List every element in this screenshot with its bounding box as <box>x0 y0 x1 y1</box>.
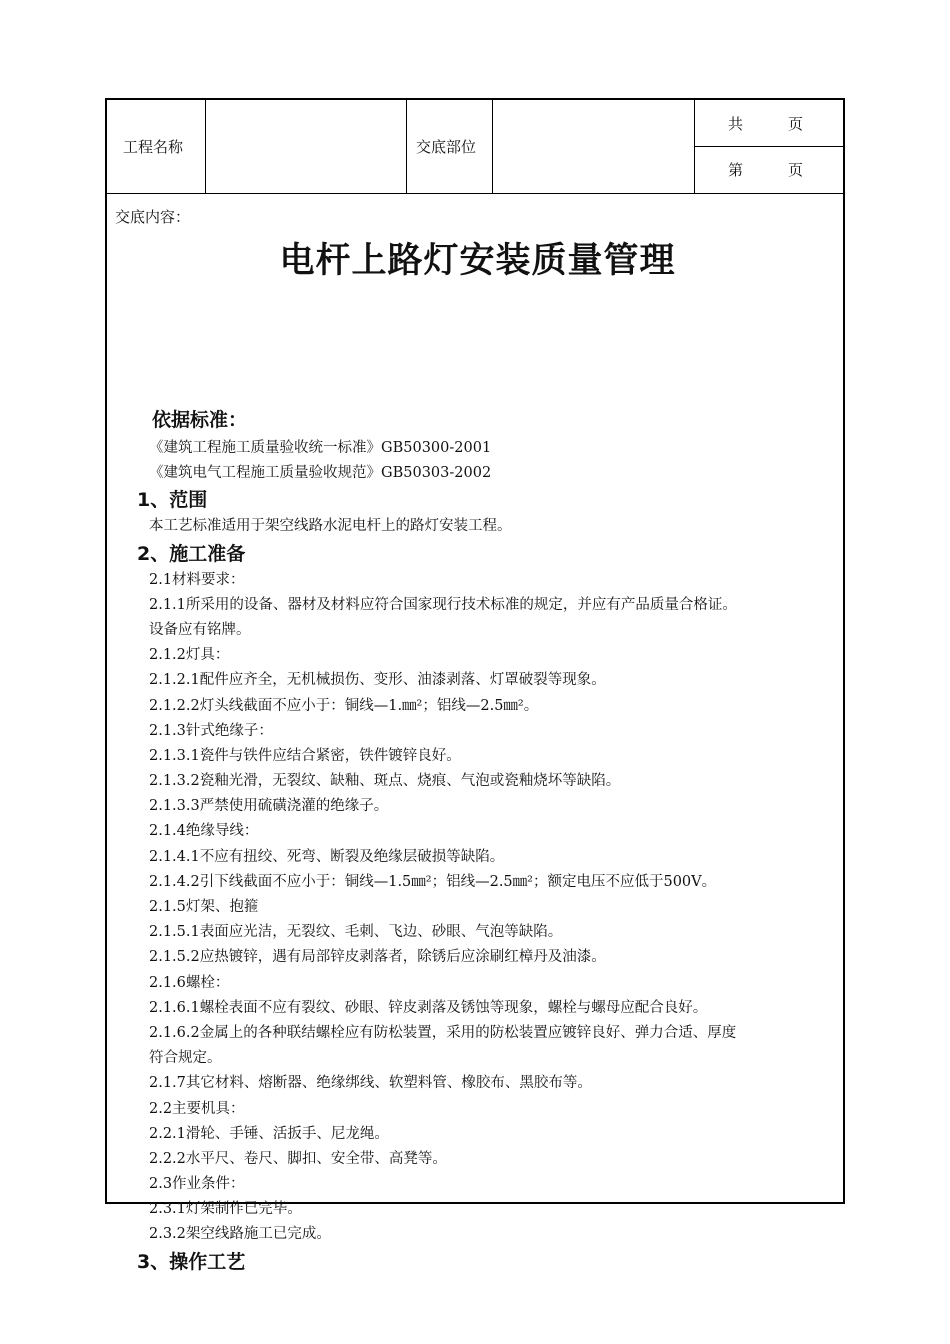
paragraph-line: 2.1.5灯架、抱箍 <box>149 899 259 915</box>
paragraph-line: 2.2.1滑轮、手锤、活扳手、尼龙绳。 <box>149 1125 389 1142</box>
paragraph-line: 本工艺标准适用于架空线路水泥电杆上的路灯安装工程。 <box>149 518 512 535</box>
standard-line: 《建筑电气工程施工质量验收规范》GB50303-2002 <box>149 465 492 482</box>
section-heading: 1、范围 <box>137 489 208 512</box>
divider <box>492 100 493 193</box>
paragraph-line: 2.1.3.3严禁使用硫磺浇灌的绝缘子。 <box>149 798 389 815</box>
section-heading: 2、施工准备 <box>137 542 246 565</box>
standard-line: 《建筑工程施工质量验收统一标准》GB50300-2001 <box>149 440 492 456</box>
paragraph-line: 2.3.1灯架制作已完毕。 <box>149 1201 302 1218</box>
basis-heading: 依据标准： <box>152 409 248 431</box>
paragraph-line: 设备应有铭牌。 <box>149 621 251 638</box>
paragraph-line: 2.1.5.2应热镀锌，遇有局部锌皮剥落者，除锈后应涂刷红樟丹及油漆。 <box>149 949 606 966</box>
paragraph-line: 符合规定。 <box>149 1050 222 1067</box>
paragraph-line: 2.1.1所采用的设备、器材及材料应符合国家现行技术标准的规定，并应有产品质量合格证。 <box>149 596 737 613</box>
paragraph-line: 2.3.2架空线路施工已完成。 <box>149 1226 331 1243</box>
project-name-label: 工程名称 <box>123 138 184 156</box>
paragraph-line: 2.1.2.1配件应齐全，无机械损伤、变形、油漆剥落、灯罩破裂等现象。 <box>149 672 606 689</box>
paragraph-line: 2.1.3.1瓷件与铁件应结合紧密，铁件镀锌良好。 <box>149 747 461 764</box>
paragraph-line: 2.1.2灯具： <box>149 647 230 664</box>
document-body <box>115 436 840 1276</box>
location-label: 交底部位 <box>416 138 477 156</box>
paragraph-line: 2.1.6.1螺栓表面不应有裂纹、砂眼、锌皮剥落及锈蚀等现象，螺栓与螺母应配合良好。 <box>149 999 708 1016</box>
paragraph-line: 2.1.2.2灯头线截面不应小于：铜线—1.㎜²；铝线—2.5㎜²。 <box>149 697 539 714</box>
page-number: 第 页 <box>728 161 804 179</box>
paragraph-line: 2.1.5.1表面应光洁，无裂纹、毛刺、飞边、砂眼、气泡等缺陷。 <box>149 924 563 941</box>
content-label: 交底内容： <box>115 208 191 226</box>
paragraph-line: 2.1.4.1不应有扭绞、死弯、断裂及绝缘层破损等缺陷。 <box>149 848 505 865</box>
paragraph-line: 2.1.6螺栓： <box>149 974 230 991</box>
paragraph-line: 2.2.2水平尺、卷尺、脚扣、安全带、高凳等。 <box>149 1150 447 1167</box>
divider <box>205 100 206 193</box>
paragraph-line: 2.2主要机具： <box>149 1100 245 1117</box>
paragraph-line: 2.3作业条件： <box>149 1176 245 1193</box>
paragraph-line: 2.1.4绝缘导线： <box>149 823 259 840</box>
paragraph-line: 2.1.6.2金属上的各种联结螺栓应有防松装置，采用的防松装置应镀锌良好、弹力合适、厚度 <box>149 1024 737 1041</box>
paragraph-line: 2.1.4.2引下线截面不应小于：铜线—1.5㎜²；铝线—2.5㎜²；额定电压不应低于500V。 <box>149 873 717 890</box>
paragraph-line: 2.1材料要求： <box>149 571 245 588</box>
disclosure-form <box>105 98 845 1273</box>
section-heading: 3、操作工艺 <box>137 1250 246 1273</box>
form-header <box>107 100 843 194</box>
paragraph-line: 2.1.7其它材料、熔断器、绝缘绑线、软塑料管、橡胶布、黑胶布等。 <box>149 1075 592 1092</box>
divider <box>406 100 407 193</box>
document-title: 电杆上路灯安装质量管理 <box>279 241 676 281</box>
paragraph-line: 2.1.3.2瓷釉光滑，无裂纹、缺釉、斑点、烧痕、气泡或瓷釉烧坏等缺陷。 <box>149 773 621 790</box>
total-pages: 共 页 <box>728 115 804 133</box>
paragraph-line: 2.1.3针式绝缘子： <box>149 722 273 739</box>
divider <box>694 146 843 147</box>
